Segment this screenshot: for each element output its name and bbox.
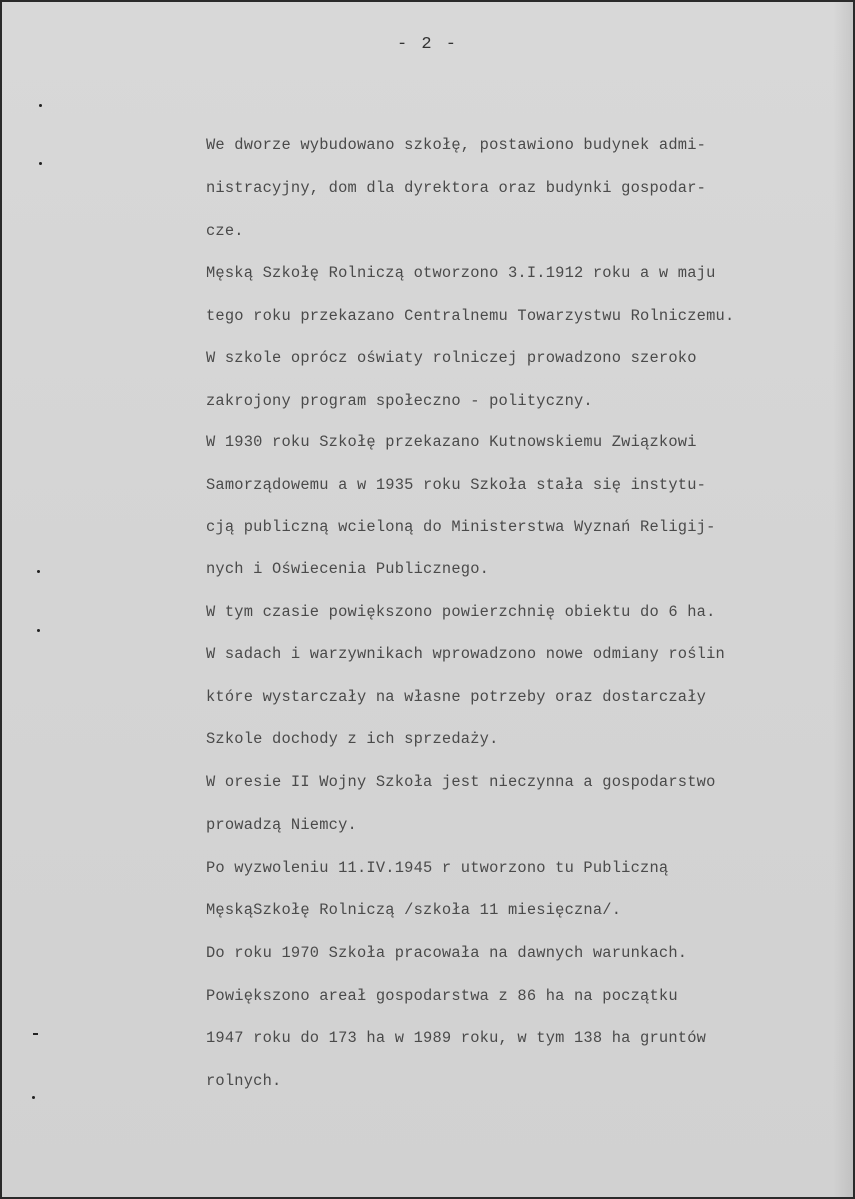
body-line: Męską Szkołę Rolniczą otworzono 3.I.1912 roku a w maju	[206, 264, 716, 282]
margin-speck	[37, 570, 40, 573]
body-line: W sadach i warzywnikach wprowadzono nowe odmiany roślin	[206, 645, 725, 663]
body-line: W tym czasie powiększono powierzchnię obiektu do 6 ha.	[206, 603, 716, 621]
body-line: które wystarczały na własne potrzeby oraz dostarczały	[206, 688, 707, 706]
body-line: Samorządowemu a w 1935 roku Szkoła stała się instytu-	[206, 476, 707, 494]
body-line: nych i Oświecenia Publicznego.	[206, 560, 490, 578]
body-line: cze.	[206, 222, 244, 240]
body-line: prowadzą Niemcy.	[206, 816, 357, 834]
body-line: We dworze wybudowano szkołę, postawiono budynek admi-	[206, 136, 707, 154]
margin-speck	[39, 104, 42, 107]
body-line: rolnych.	[206, 1072, 282, 1090]
body-line: cją publiczną wcieloną do Ministerstwa Wyznań Religij-	[206, 518, 716, 536]
body-line: W szkole oprócz oświaty rolniczej prowadzono szeroko	[206, 349, 697, 367]
margin-speck	[39, 162, 42, 165]
margin-speck	[32, 1096, 35, 1099]
page-edge-shadow	[833, 2, 853, 1197]
body-line: W 1930 roku Szkołę przekazano Kutnowskiemu Związkowi	[206, 433, 697, 451]
body-line: zakrojony program społeczno - polityczny.	[206, 392, 593, 410]
body-line: 1947 roku do 173 ha w 1989 roku, w tym 138 ha gruntów	[206, 1029, 707, 1047]
body-line: W oresie II Wojny Szkoła jest nieczynna a gospodarstwo	[206, 773, 716, 791]
margin-speck	[37, 629, 40, 632]
body-line: Powiększono areał gospodarstwa z 86 ha na początku	[206, 987, 678, 1005]
body-line: Szkole dochody z ich sprzedaży.	[206, 730, 499, 748]
body-line: tego roku przekazano Centralnemu Towarzystwu Rolniczemu.	[206, 307, 735, 325]
margin-speck	[33, 1033, 38, 1035]
body-line: Do roku 1970 Szkoła pracowała na dawnych warunkach.	[206, 944, 688, 962]
body-line: MęskąSzkołę Rolniczą /szkoła 11 miesięczna/.	[206, 901, 622, 919]
body-line: nistracyjny, dom dla dyrektora oraz budynki gospodar-	[206, 179, 707, 197]
body-line: Po wyzwoleniu 11.IV.1945 r utworzono tu Publiczną	[206, 859, 669, 877]
page-number: - 2 -	[396, 35, 458, 54]
